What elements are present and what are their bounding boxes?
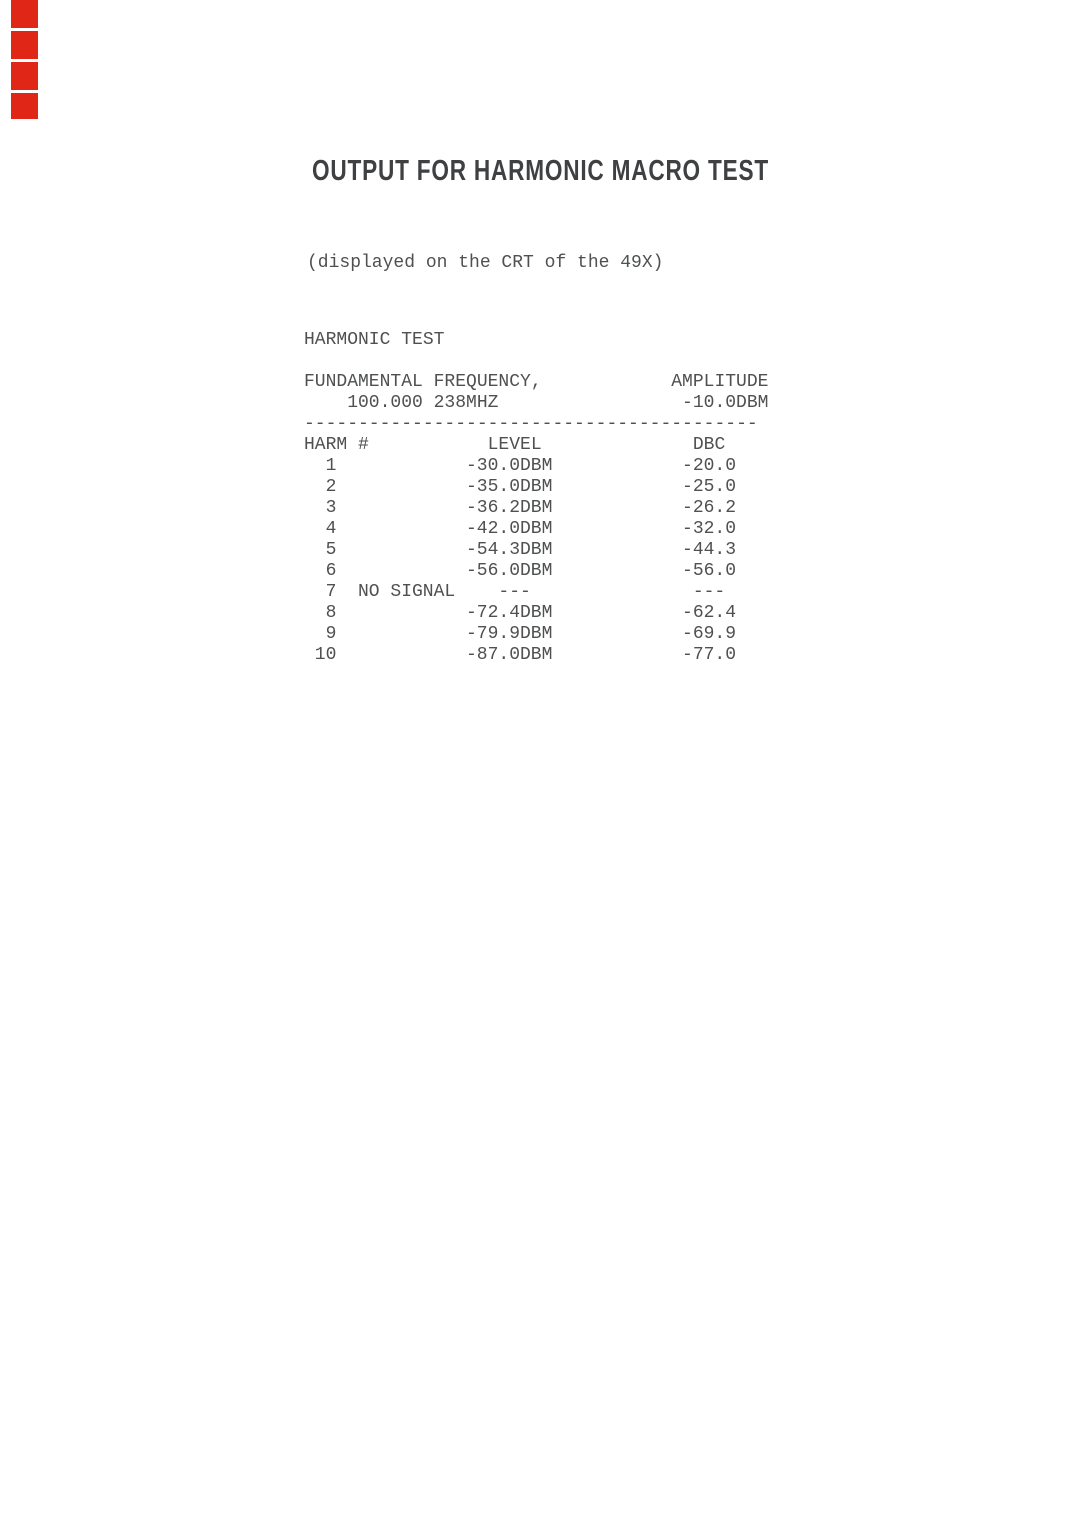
separator-line: ------------------------------------------ bbox=[304, 414, 758, 434]
table-row bbox=[304, 645, 768, 666]
table-row bbox=[304, 477, 768, 498]
harm-cell: 4 bbox=[325, 519, 337, 539]
dbc-cell: -56.0 bbox=[682, 561, 737, 581]
page-subtitle: (displayed on the CRT of the 49X) bbox=[307, 253, 664, 273]
dbc-cell: --- bbox=[692, 582, 726, 602]
table-row bbox=[304, 498, 768, 519]
level-cell: -30.0DBM bbox=[466, 456, 553, 476]
dbc-cell: -77.0 bbox=[682, 645, 737, 665]
table-row bbox=[304, 519, 768, 540]
amplitude-label: AMPLITUDE bbox=[671, 372, 769, 392]
level-cell: -54.3DBM bbox=[466, 540, 553, 560]
table-row bbox=[304, 624, 768, 645]
frequency-value: 100.000 238MHZ bbox=[347, 393, 499, 413]
blank-line bbox=[304, 351, 768, 372]
harm-cell: 1 bbox=[325, 456, 337, 476]
harm-cell: 2 bbox=[325, 477, 337, 497]
dbc-header: DBC bbox=[692, 435, 726, 455]
note-cell: NO SIGNAL bbox=[357, 582, 456, 602]
frequency-label: FUNDAMENTAL FREQUENCY, bbox=[304, 372, 542, 392]
dbc-cell: -26.2 bbox=[682, 498, 737, 518]
crt-output-block bbox=[304, 330, 768, 666]
table-row bbox=[304, 582, 768, 603]
harm-cell: 5 bbox=[325, 540, 337, 560]
params-labels-line bbox=[304, 372, 768, 393]
dbc-cell: -69.9 bbox=[682, 624, 737, 644]
harm-cell: 10 bbox=[314, 645, 337, 665]
table-row bbox=[304, 456, 768, 477]
amplitude-value: -10.0DBM bbox=[682, 393, 769, 413]
harm-cell: 8 bbox=[325, 603, 337, 623]
dbc-cell: -62.4 bbox=[682, 603, 737, 623]
dbc-cell: -44.3 bbox=[682, 540, 737, 560]
harm-cell: 6 bbox=[325, 561, 337, 581]
table-row bbox=[304, 603, 768, 624]
params-values-line bbox=[304, 393, 768, 414]
table-row bbox=[304, 540, 768, 561]
harmonic-table-rows bbox=[304, 456, 768, 666]
dbc-cell: -25.0 bbox=[682, 477, 737, 497]
level-cell: -42.0DBM bbox=[466, 519, 553, 539]
level-cell: -79.9DBM bbox=[466, 624, 553, 644]
harm-cell: 9 bbox=[325, 624, 337, 644]
page-edge-red-tab bbox=[11, 0, 38, 119]
level-cell: -35.0DBM bbox=[466, 477, 553, 497]
dbc-cell: -32.0 bbox=[682, 519, 737, 539]
table-row bbox=[304, 561, 768, 582]
harm-cell: 7 bbox=[325, 582, 337, 602]
level-cell: -56.0DBM bbox=[466, 561, 553, 581]
harm-cell: 3 bbox=[325, 498, 337, 518]
level-cell: -87.0DBM bbox=[466, 645, 553, 665]
level-cell: -36.2DBM bbox=[466, 498, 553, 518]
level-cell: -72.4DBM bbox=[466, 603, 553, 623]
level-cell: --- bbox=[498, 582, 531, 602]
page-title: OUTPUT FOR HARMONIC MACRO TEST bbox=[312, 155, 769, 187]
table-header-row bbox=[304, 435, 768, 456]
dbc-cell: -20.0 bbox=[682, 456, 737, 476]
crt-heading: HARMONIC TEST bbox=[304, 330, 445, 350]
level-header: LEVEL bbox=[487, 435, 542, 455]
harm-header: HARM # bbox=[304, 435, 369, 455]
